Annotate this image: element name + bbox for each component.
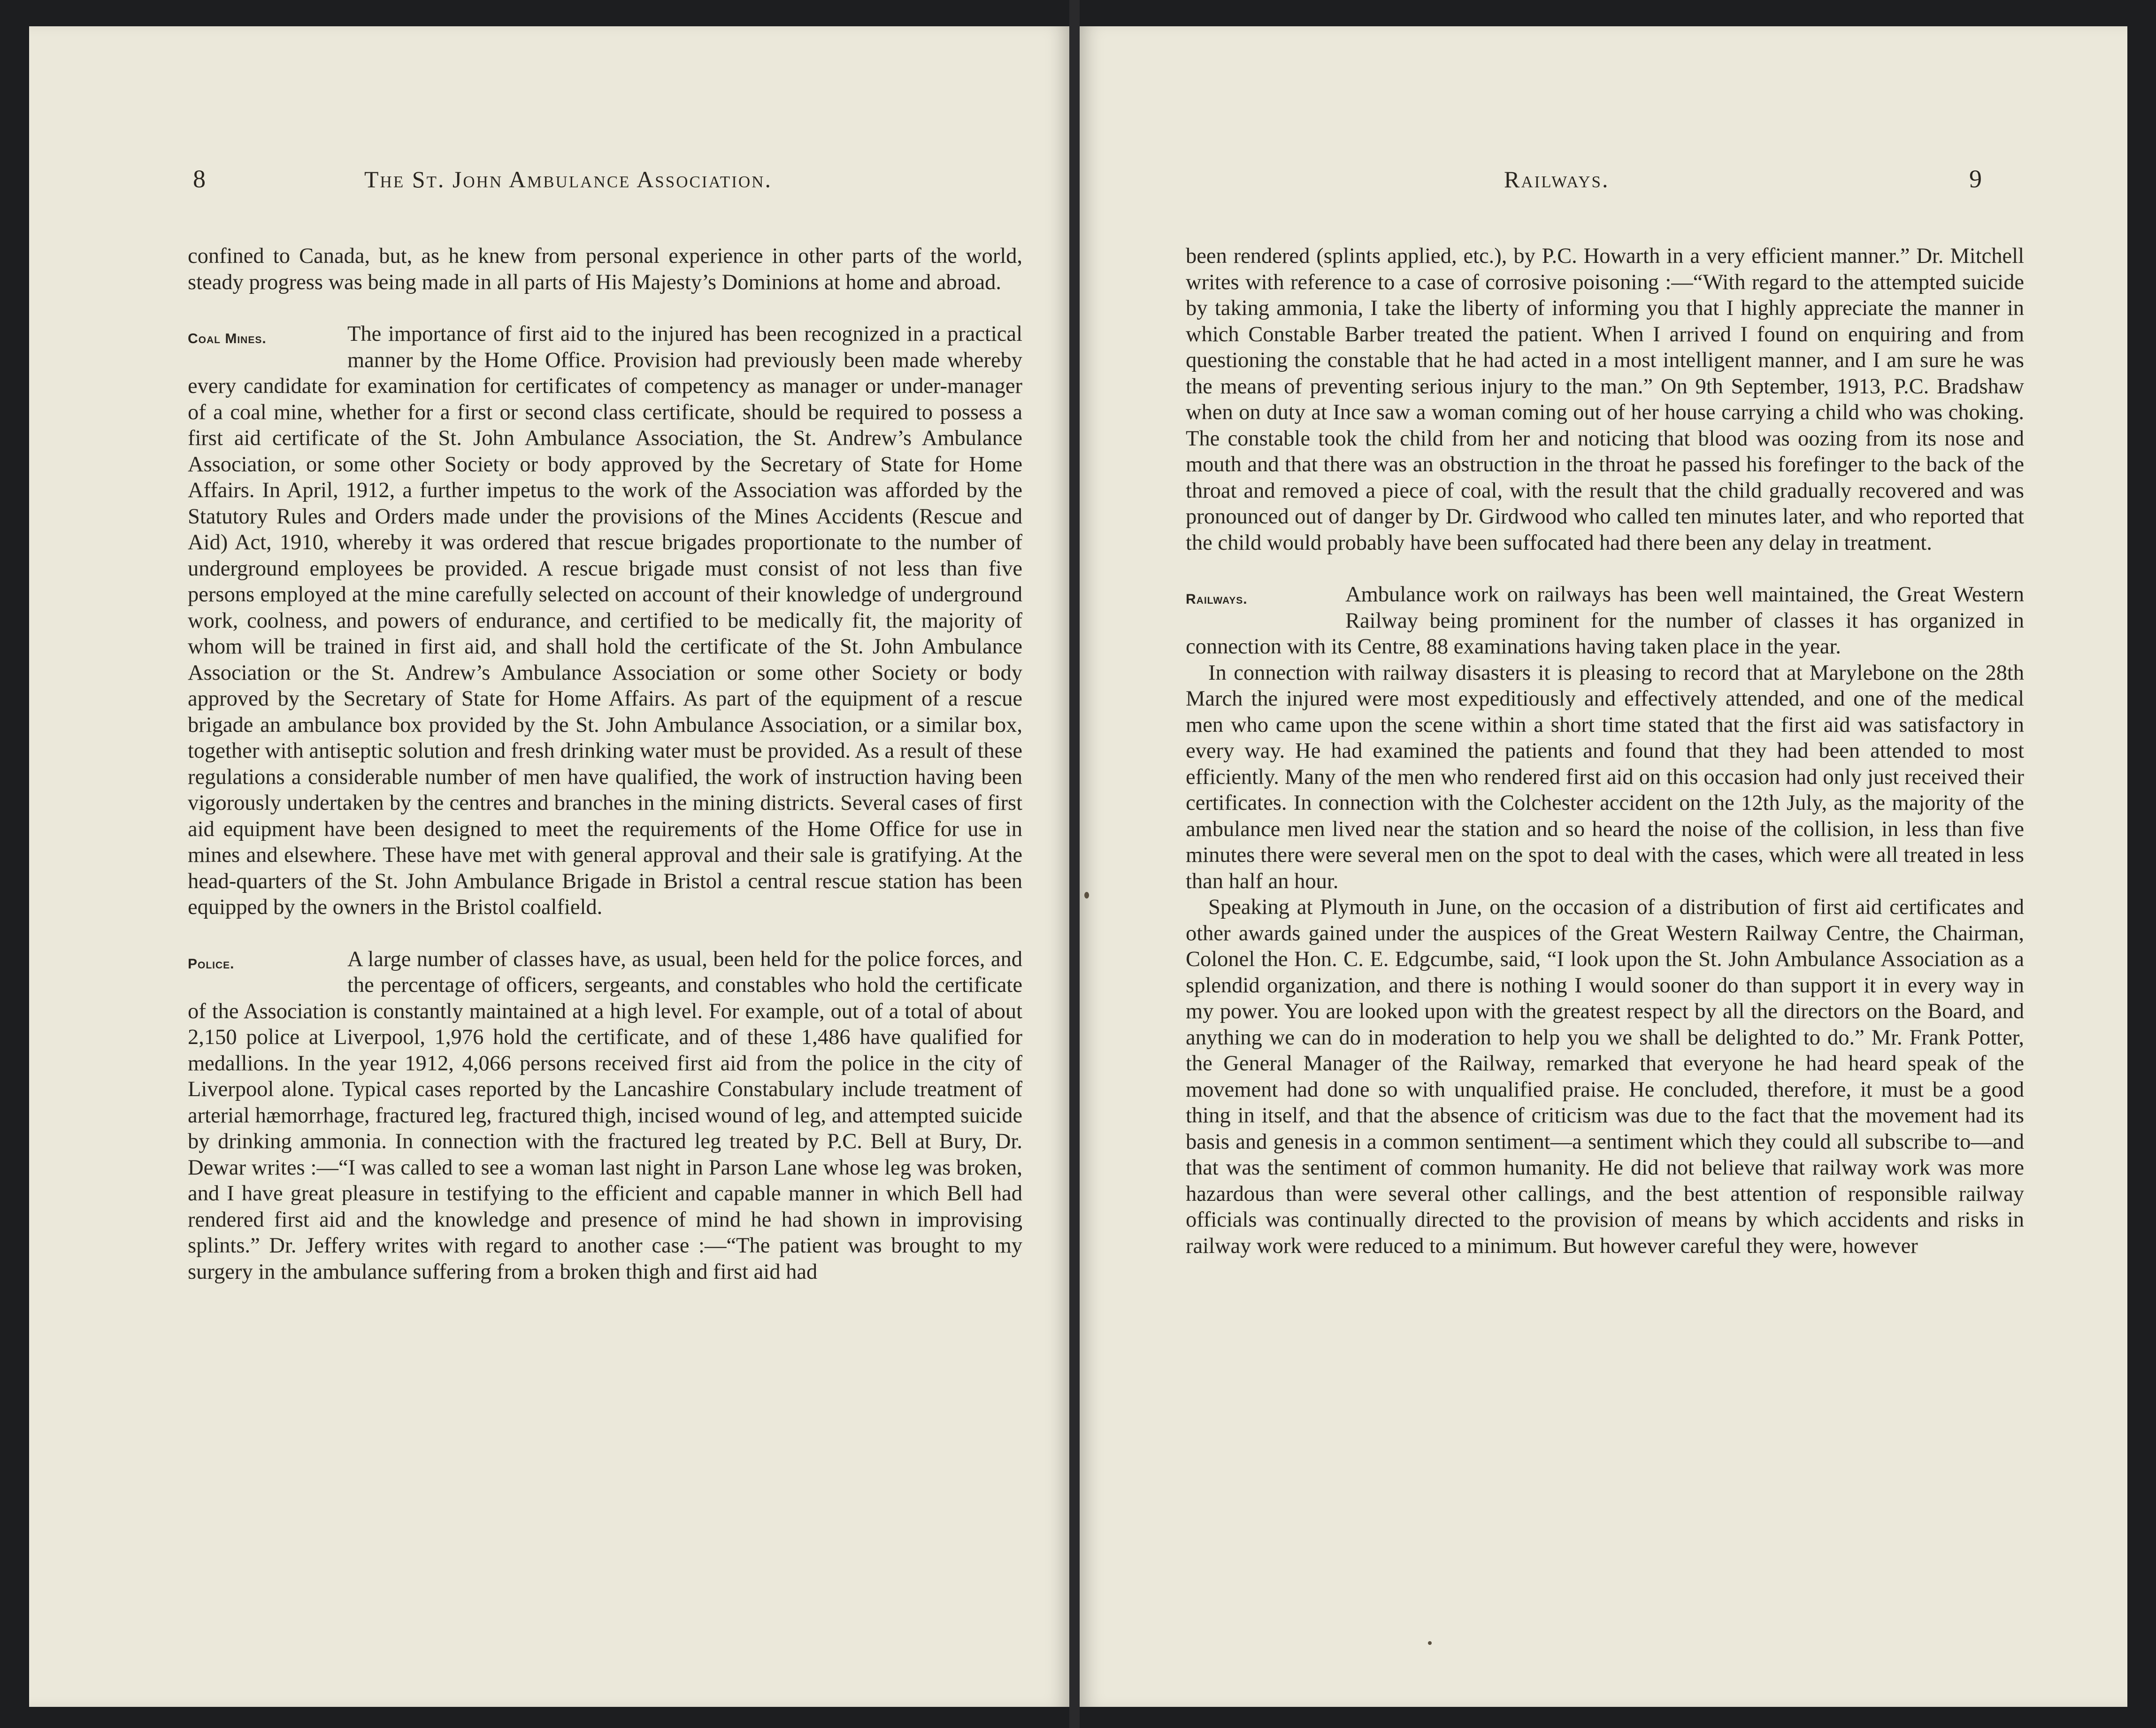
text-column bbox=[1186, 243, 2024, 1259]
left-page bbox=[29, 26, 1069, 1707]
page-number: 9 bbox=[1969, 165, 1982, 193]
ink-speck bbox=[1084, 892, 1089, 899]
side-heading-railways: Railways. bbox=[1186, 591, 1248, 607]
ink-speck bbox=[1428, 1641, 1432, 1645]
section-coal-mines bbox=[188, 321, 1022, 921]
text-column bbox=[188, 243, 1022, 1285]
paragraph-railways: Ambulance work on railways has been well maintained, the Great Western Railway being prominent for the number of classes it has organized in connection with its Centre, 88 examinations having taken place in the year. bbox=[1186, 583, 2024, 659]
paragraph-railway-disasters: In connection with railway disasters it is pleasing to record that at Marylebone on the 28th March the injured were most expeditiously and effectively attended, and one of the medical men who came upon the scene within a short time stated that the first aid was satisfactory in every way. He had examined the patients and found that they had been attended to most efficiently. Many of the men who rendered first aid on this occasion had only just received their certificates. In connection with the Colchester accident on the 12th July, as the majority of the ambulance men lived near the station and so heard the noise of the collision, in less than five minutes there were several men on the spot to deal with the cases, which were all treated in less than half an hour. bbox=[1186, 660, 2024, 893]
section-police bbox=[188, 946, 1022, 1285]
paragraph-plymouth-speech: Speaking at Plymouth in June, on the occasion of a distribution of first aid certificates and other awards gained under the auspices of the Great Western Railway Centre, the Chairman, Colonel the Hon. C. E. Edgcumbe, said, “I look upon the St. John Ambulance Association as a splendid organization, and there is nothing I would sooner do than support it in every way in my power. You are looked upon with the greatest respect by all the directors on the Board, and anything we can do in moderation to help you we shall be delighted to do.” Mr. Frank Potter, the General Manager of the Railway, remarked that everyone he had heard speak of the movement had done so with unqualified praise. He concluded, therefore, it must be a good thing in itself, and that the absence of criticism was due to the fact that the movement had its basis and genesis in a common sentiment—a sentiment which they could all subscribe to—and that was the sentiment of common humanity. He did not believe that railway work was more hazardous than were several other callings, and the best attention of responsible railway officials was continually directed to the provision of means by which accidents and risks in railway work were reduced to a minimum. But however careful they were, however bbox=[1186, 895, 2024, 1258]
right-page bbox=[1080, 26, 2127, 1707]
section-railways bbox=[1186, 582, 2024, 1259]
page-number: 8 bbox=[193, 165, 206, 193]
running-head: The St. John Ambulance Association. bbox=[364, 166, 772, 192]
paragraph-coal-mines: The importance of first aid to the injured has been recognized in a practical manner by the Home Office. Provision had previously been made whereby every candidate for examination for certificates of competency as manager or under-manager of a coal mine, whether for a first or second class certificate, should be required to possess a first aid certificate of the St. John Ambulance Association, the St. Andrew’s Ambulance Association, or some other Society or body approved by the Secretary of State for Home Affairs. In April, 1912, a further impetus to the work of the Association was afforded by the Statutory Rules and Orders made under the provisions of the Mines Accidents (Rescue and Aid) Act, 1910, whereby it was ordered that rescue brigades proportionate to the number of underground employees be provided. A rescue brigade must consist of not less than five persons employed at the mine carefully selected on account of their knowledge of underground work, coolness, and powers of endurance, and certified to be medically fit, the majority of whom will be trained in first aid, and shall hold the certificate of the St. John Ambulance Association or the St. Andrew’s Ambulance Association or some other Society or body approved by the Secretary of State for Home Affairs. As part of the equipment of a rescue brigade an ambulance box provided by the St. John Ambulance Association, or a similar box, together with antiseptic solution and fresh drinking water must be provided. As a result of these regulations a considerable number of men have qualified, the work of instruction having been vigorously undertaken by the centres and branches in the mining districts. Several cases of first aid equipment have been designed to meet the requirements of the Home Office for use in mines and elsewhere. These have met with general approval and their sale is gratifying. At the head-quarters of the St. John Ambulance Brigade in Bristol a central rescue station has been equipped by the owners in the Bristol coalfield. bbox=[188, 322, 1022, 919]
paragraph-continuation: confined to Canada, but, as he knew from personal experience in other parts of the world, steady progress was being made in all parts of His Majesty’s Dominions at home and abroad. bbox=[188, 244, 1022, 294]
paragraph-continuation: been rendered (splints applied, etc.), by P.C. Howarth in a very efficient manner.” Dr. Mitchell writes with reference to a case of corrosive poisoning :—“With regard to the attempted suicide by taking ammonia, I take the liberty of informing you that I highly appreciate the manner in which Constable Barber treated the patient. When I arrived I found on enquiring and from questioning the constable that he had acted in a most intelligent manner, and I am sure he was the means of preventing serious injury to the man.” On 9th September, 1913, P.C. Bradshaw when on duty at Ince saw a woman coming out of her house carrying a child who was choking. The constable took the child from her and noticing that blood was oozing from its nose and mouth and that there was an obstruction in the throat he passed his forefinger to the back of the throat and removed a piece of coal, with the result that the child gradually recovered and was pronounced out of danger by Dr. Girdwood who called ten minutes later, and who reported that the child would probably have been suffocated had there been any delay in treatment. bbox=[1186, 244, 2024, 555]
book-gutter bbox=[1069, 0, 1080, 1728]
side-heading-coal-mines: Coal Mines. bbox=[188, 331, 267, 346]
side-heading-police: Police. bbox=[188, 956, 235, 972]
paragraph-police: A large number of classes have, as usual, been held for the police forces, and the percentage of officers, sergeants, and constables who hold the certificate of the Association is constantly maintained at a high level. For example, out of a total of about 2,150 police at Liverpool, 1,976 hold the certificate, and of these 1,486 have qualified for medallions. In the year 1912, 4,066 persons received first aid from the police in the city of Liverpool alone. Typical cases reported by the Lancashire Constabulary include treatment of arterial hæmorrhage, fractured leg, fractured thigh, incised wound of leg, and attempted suicide by drinking ammonia. In connection with the fractured leg treated by P.C. Bell at Bury, Dr. Dewar writes :—“I was called to see a woman last night in Parson Lane whose leg was broken, and I have great pleasure in testifying to the efficient and capable manner in which Bell had rendered first aid and the knowledge and presence of mind he had shown in improvising splints.” Dr. Jeffery writes with regard to another case :—“The patient was brought to my surgery in the ambulance suffering from a broken thigh and first aid had bbox=[188, 947, 1022, 1284]
running-head: Railways. bbox=[1504, 166, 1610, 192]
